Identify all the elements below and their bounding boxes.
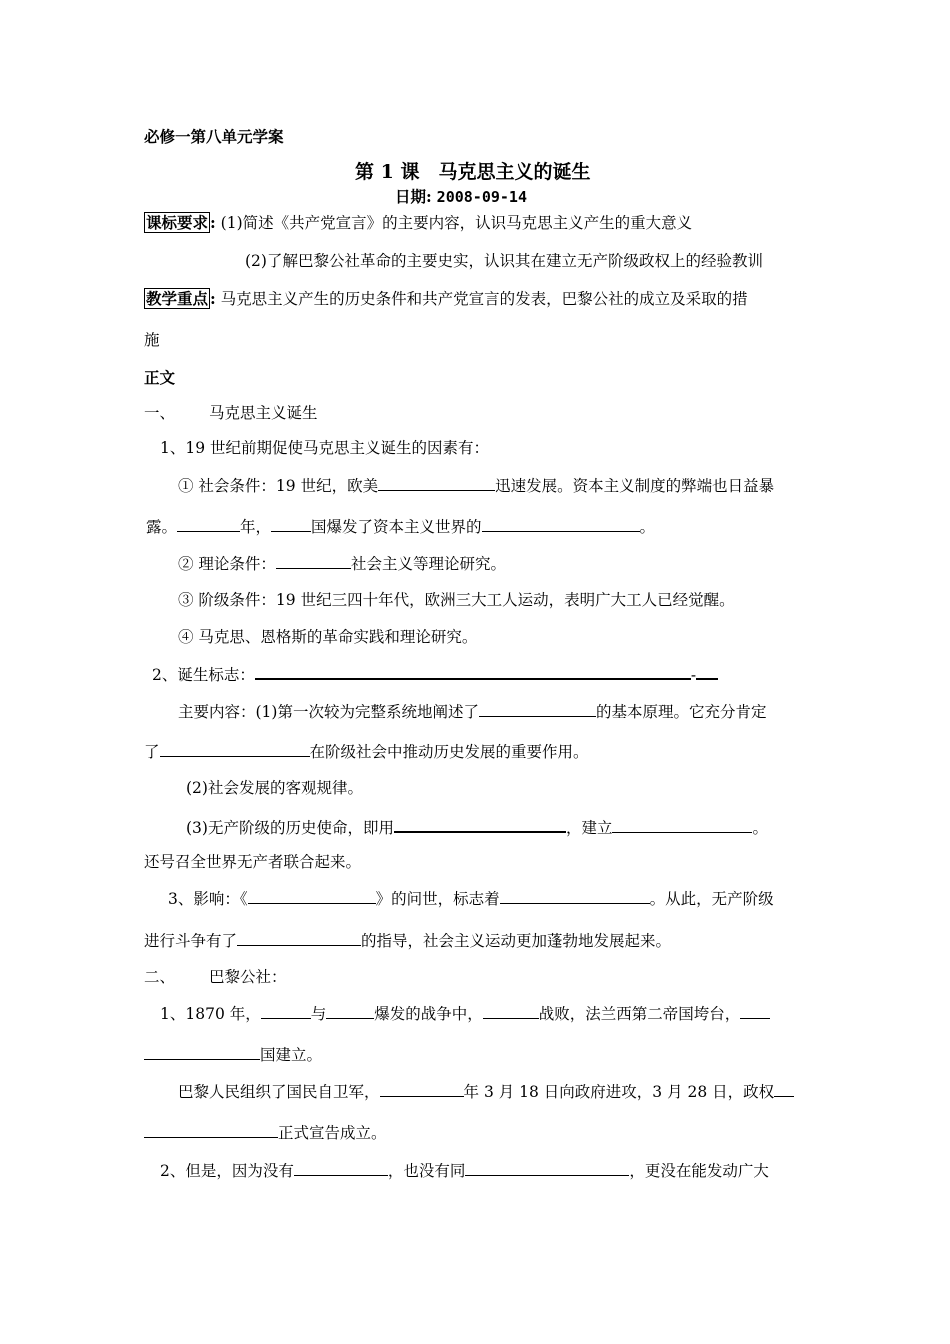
fill-blank[interactable] [378,475,495,491]
fill-blank[interactable] [294,1160,388,1176]
section1-q2: 2、诞生标志： - [152,663,718,685]
condition-1-cont: 露。 年， 国爆发了资本主义世界的 。 [146,518,656,536]
fill-blank[interactable] [380,1081,464,1097]
requirements-line-1: 课标要求 : (1)简述《共产党宣言》的主要内容，认识马克思主义产生的重大意义 [146,213,693,232]
section1-q1: 1、19 世纪前期促使马克思主义诞生的因素有： [160,439,490,457]
fill-blank[interactable] [612,817,752,833]
body-label: 正文 [144,368,176,387]
fill-blank[interactable] [248,888,376,904]
key-points-text: 马克思主义产生的历史条件和共产党宣言的发表，巴黎公社的成立及采取的措 [215,290,748,308]
section1-heading: 一、 马克思主义诞生 [144,404,318,422]
fill-blank[interactable] [160,741,310,757]
fill-blank[interactable] [237,930,361,946]
fill-blank[interactable] [394,816,566,833]
condition-1: ① 社会条件：19 世纪，欧美 迅速发展。资本主义制度的弊端也日益暴 [178,477,775,495]
requirements-label: 课标要求 [146,213,209,232]
fill-blank[interactable] [261,1003,311,1019]
fill-blank[interactable] [177,516,240,532]
fill-blank[interactable] [740,1003,770,1019]
fill-blank[interactable] [483,1003,539,1019]
fill-blank[interactable] [271,516,311,532]
main-content-2: (2)社会发展的客观规律。 [186,779,363,797]
section1-q3-cont: 进行斗争有了 的指导，社会主义运动更加蓬勃地发展起来。 [144,932,672,950]
fill-blank[interactable] [774,1081,794,1097]
section2-p1-cont: 国建立。 [144,1044,322,1065]
fill-blank[interactable] [276,553,351,569]
fill-blank[interactable] [144,1044,260,1060]
main-content-1-cont: 了 在阶级社会中推动历史发展的重要作用。 [144,743,589,761]
section2-p2: 巴黎人民组织了国民自卫军， 年 3 月 18 日向政府进攻，3 月 28 日，政权 [178,1081,794,1102]
date-label: 日期: [395,187,432,206]
main-content-1: 主要内容：(1)第一次较为完整系统地阐述了 的基本原理。它充分肯定 [178,703,767,721]
lesson-title: 第 1 课 马克思主义的诞生 [355,161,591,183]
main-content-3: (3)无产阶级的历史使命，即用 ，建立 。 [186,816,768,838]
requirement-item-1: (1)简述《共产党宣言》的主要内容，认识马克思主义产生的重大意义 [215,214,693,232]
section2-p2-cont: 正式宣告成立。 [144,1122,387,1143]
date-value: 2008-09-14 [436,188,527,206]
fill-blank[interactable] [326,1003,374,1019]
main-content-3-cont: 还号召全世界无产者联合起来。 [144,853,362,871]
date-line [395,187,527,207]
fill-blank[interactable] [696,663,718,680]
key-points-text-cont: 施 [144,331,160,349]
section1-q3: 3、影响：《 》的问世，标志着 。从此，无产阶级 [168,890,774,908]
fill-blank[interactable] [479,701,596,717]
condition-2: ② 理论条件： 社会主义等理论研究。 [178,555,506,573]
requirement-item-2: (2)了解巴黎公社革命的主要史实，认识其在建立无产阶级政权上的经验教训 [245,252,763,270]
section2-p3: 2、但是，因为没有 ，也没有同 ，更没在能发动广大 [160,1162,769,1180]
condition-4: ④ 马克思、恩格斯的革命实践和理论研究。 [178,628,478,646]
unit-title: 必修一第八单元学案 [144,127,284,146]
fill-blank[interactable] [465,1160,629,1176]
key-points-label: 教学重点 [146,289,209,308]
fill-blank[interactable] [482,516,640,532]
section2-heading: 二、 巴黎公社： [144,968,287,986]
condition-3: ③ 阶级条件：19 世纪三四十年代，欧洲三大工人运动，表明广大工人已经觉醒。 [178,591,735,609]
fill-blank[interactable] [144,1122,278,1138]
fill-blank[interactable] [255,663,691,680]
key-points-line: 教学重点 : 马克思主义产生的历史条件和共产党宣言的发表，巴黎公社的成立及采取的措 [146,289,748,308]
fill-blank[interactable] [500,888,650,904]
section2-p1: 1、1870 年， 与 爆发的战争中， 战败，法兰西第二帝国垮台， [160,1003,770,1024]
